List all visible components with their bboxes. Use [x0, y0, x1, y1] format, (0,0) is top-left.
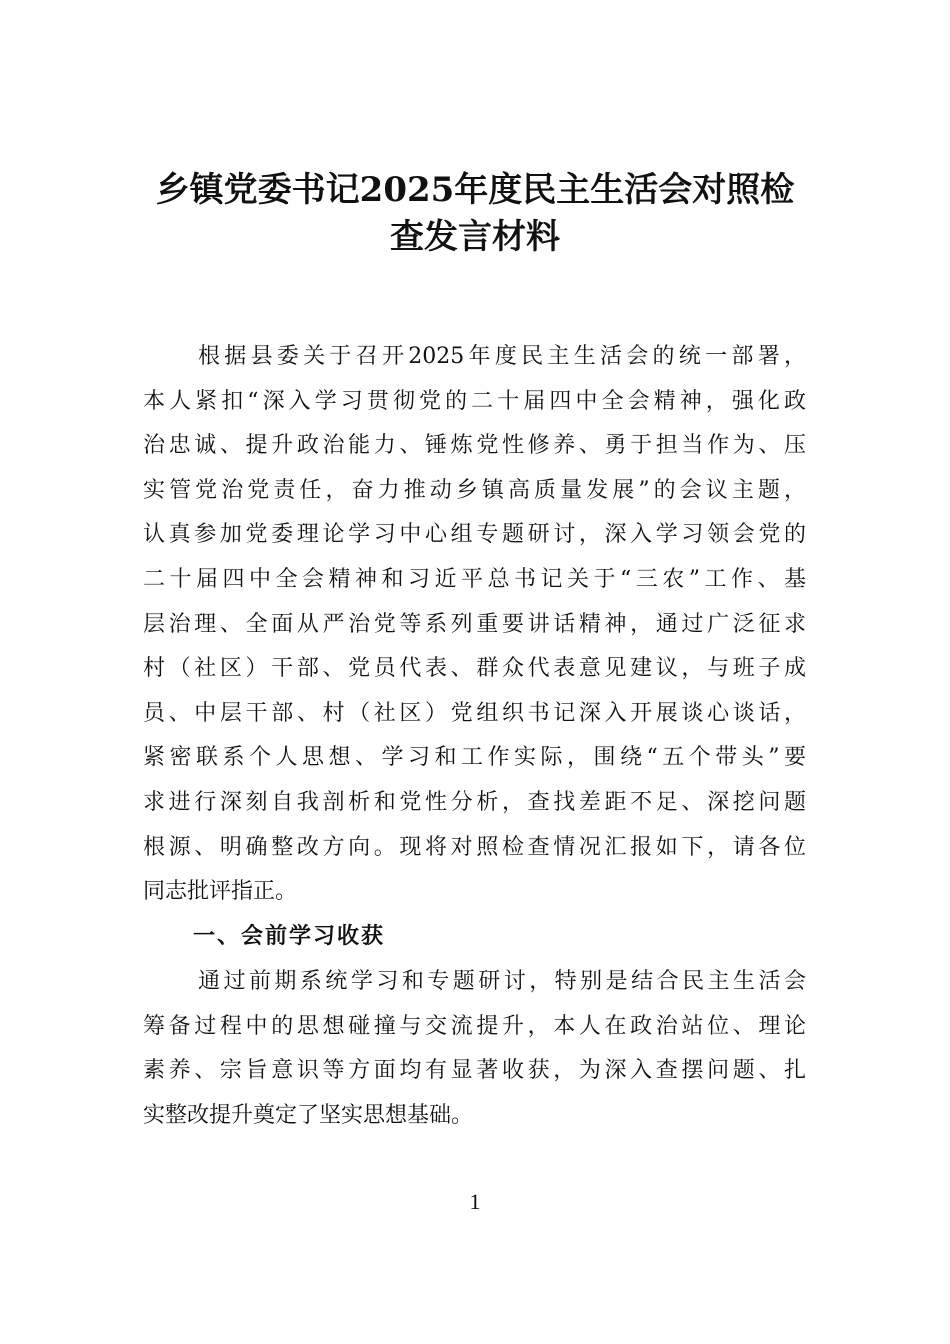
text-line: 层治理、全面从严治党等系列重要讲话精神，通过广泛征求	[143, 611, 806, 637]
text-line: 实管党治党责任，奋力推动乡镇高质量发展”的会议主题，	[143, 477, 806, 503]
text-line: 求进行深刻自我剖析和党性分析，查找差距不足、深挖问题	[143, 790, 806, 815]
page-number: 1	[469, 1189, 481, 1214]
text-line: 治忠诚、提升政治能力、锤炼党性修养、勇于担当作为、压	[143, 433, 806, 459]
text-line: 本人紧扣“深入学习贯彻党的二十届四中全会精神，强化政	[143, 388, 806, 414]
text-line: 员、中层干部、村（社区）党组织书记深入开展谈心谈话，	[143, 700, 806, 726]
text-line: 根据县委关于召开2025年度民主生活会的统一部署，	[198, 344, 806, 369]
text-line: 紧密联系个人思想、学习和工作实际，围绕“五个带头”要	[143, 745, 806, 771]
text-line: 通过前期系统学习和专题研讨，特别是结合民主生活会	[198, 969, 806, 994]
text-line: 实整改提升奠定了坚实思想基础。	[143, 1102, 474, 1128]
document-title-line-1: 乡镇党委书记2025年度民主生活会对照检	[155, 170, 795, 210]
document-title-line-2: 查发言材料	[390, 217, 560, 257]
text-line: 根源、明确整改方向。现将对照检查情况汇报如下，请各位	[143, 834, 806, 860]
section-heading: 一、会前学习收获	[193, 924, 386, 949]
text-line: 认真参加党委理论学习中心组专题研讨，深入学习领会党的	[143, 522, 806, 548]
text-line: 村（社区）干部、党员代表、群众代表意见建议，与班子成	[143, 656, 806, 682]
text-line: 素养、宗旨意识等方面均有显著收获，为深入查摆问题、扎	[143, 1058, 806, 1084]
text-line: 筹备过程中的思想碰撞与交流提升，本人在政治站位、理论	[143, 1013, 806, 1039]
text-line: 二十届四中全会精神和习近平总书记关于“三农”工作、基	[143, 567, 806, 592]
text-line: 同志批评指正。	[143, 879, 298, 905]
